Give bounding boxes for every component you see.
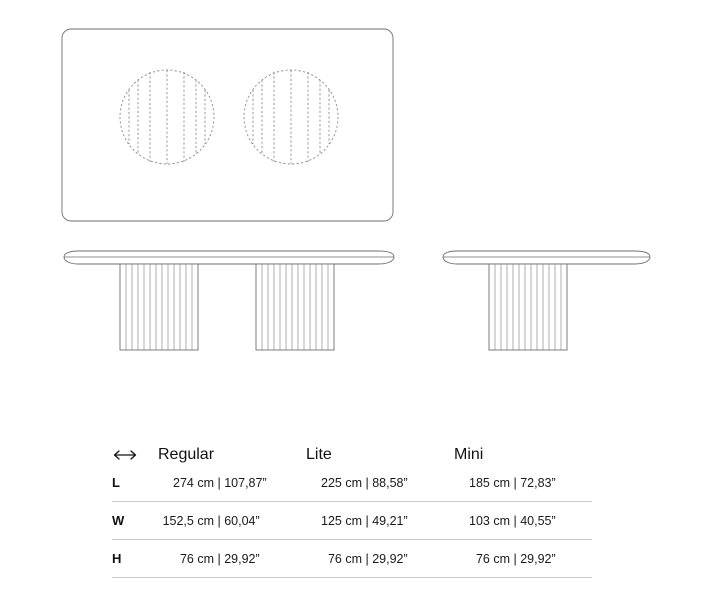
cell-regular-width-metric: 152,5 cm	[162, 513, 214, 528]
cell-mini-length-imperial: 72,83”	[520, 475, 556, 490]
column-header-mini: Mini	[454, 446, 484, 463]
cell-regular-height-imperial: 29,92”	[224, 551, 260, 566]
cell-lite-width-imperial: 49,21”	[372, 513, 408, 528]
cell-lite-length-metric: 225 cm	[321, 475, 362, 490]
cell-separator: |	[365, 551, 369, 566]
cell-lite-length-imperial: 88,58”	[372, 475, 408, 490]
cell-mini-height-metric: 76 cm	[475, 551, 510, 566]
cell-lite-height	[306, 552, 454, 566]
top-view-regular	[62, 29, 393, 221]
cell-mini-height	[454, 552, 602, 566]
cell-lite-width	[306, 514, 454, 528]
cell-mini-height-imperial: 29,92”	[520, 551, 556, 566]
table-row	[112, 502, 592, 540]
cell-regular-length-metric: 274 cm	[173, 475, 214, 490]
cell-separator: |	[217, 475, 221, 490]
cell-regular-height-metric: 76 cm	[179, 551, 214, 566]
tabletop-profile-mini	[443, 251, 650, 264]
top-view-outline	[62, 29, 393, 221]
table-row	[112, 540, 592, 578]
pedestal-right	[256, 264, 334, 350]
dimensions-table	[112, 428, 592, 578]
cell-separator: |	[217, 551, 221, 566]
cell-regular-length	[158, 476, 306, 490]
cell-mini-length	[454, 476, 602, 490]
front-view-regular	[64, 251, 394, 350]
cell-lite-width-metric: 125 cm	[321, 513, 362, 528]
cell-separator: |	[365, 475, 369, 490]
cell-separator: |	[365, 513, 369, 528]
dimensions-table-header	[112, 428, 592, 464]
cell-regular-length-imperial: 107,87”	[224, 475, 267, 490]
cell-regular-width	[158, 514, 306, 528]
cell-mini-width	[454, 514, 602, 528]
tabletop-profile-regular	[64, 251, 394, 264]
front-view-mini	[443, 251, 650, 350]
dimension-icon-cell	[112, 448, 158, 464]
cell-regular-width-imperial: 60,04”	[224, 513, 260, 528]
cell-separator: |	[513, 551, 517, 566]
cell-separator: |	[513, 475, 517, 490]
column-header-lite: Lite	[306, 446, 332, 463]
cell-regular-height	[158, 552, 306, 566]
column-header-regular: Regular	[158, 446, 215, 463]
cell-lite-height-metric: 76 cm	[327, 551, 362, 566]
table-row	[112, 464, 592, 502]
double-arrow-horizontal-icon	[112, 448, 138, 462]
pedestal-left	[120, 264, 198, 350]
cell-mini-length-metric: 185 cm	[469, 475, 510, 490]
cell-lite-height-imperial: 29,92”	[372, 551, 408, 566]
cell-mini-width-metric: 103 cm	[469, 513, 510, 528]
cell-mini-width-imperial: 40,55”	[520, 513, 556, 528]
pedestal-mini	[489, 264, 567, 350]
row-label-height: H	[112, 551, 122, 566]
cell-separator: |	[513, 513, 517, 528]
row-label-width: W	[112, 513, 125, 528]
cell-separator: |	[217, 513, 221, 528]
cell-lite-length	[306, 476, 454, 490]
row-label-length: L	[112, 475, 120, 490]
